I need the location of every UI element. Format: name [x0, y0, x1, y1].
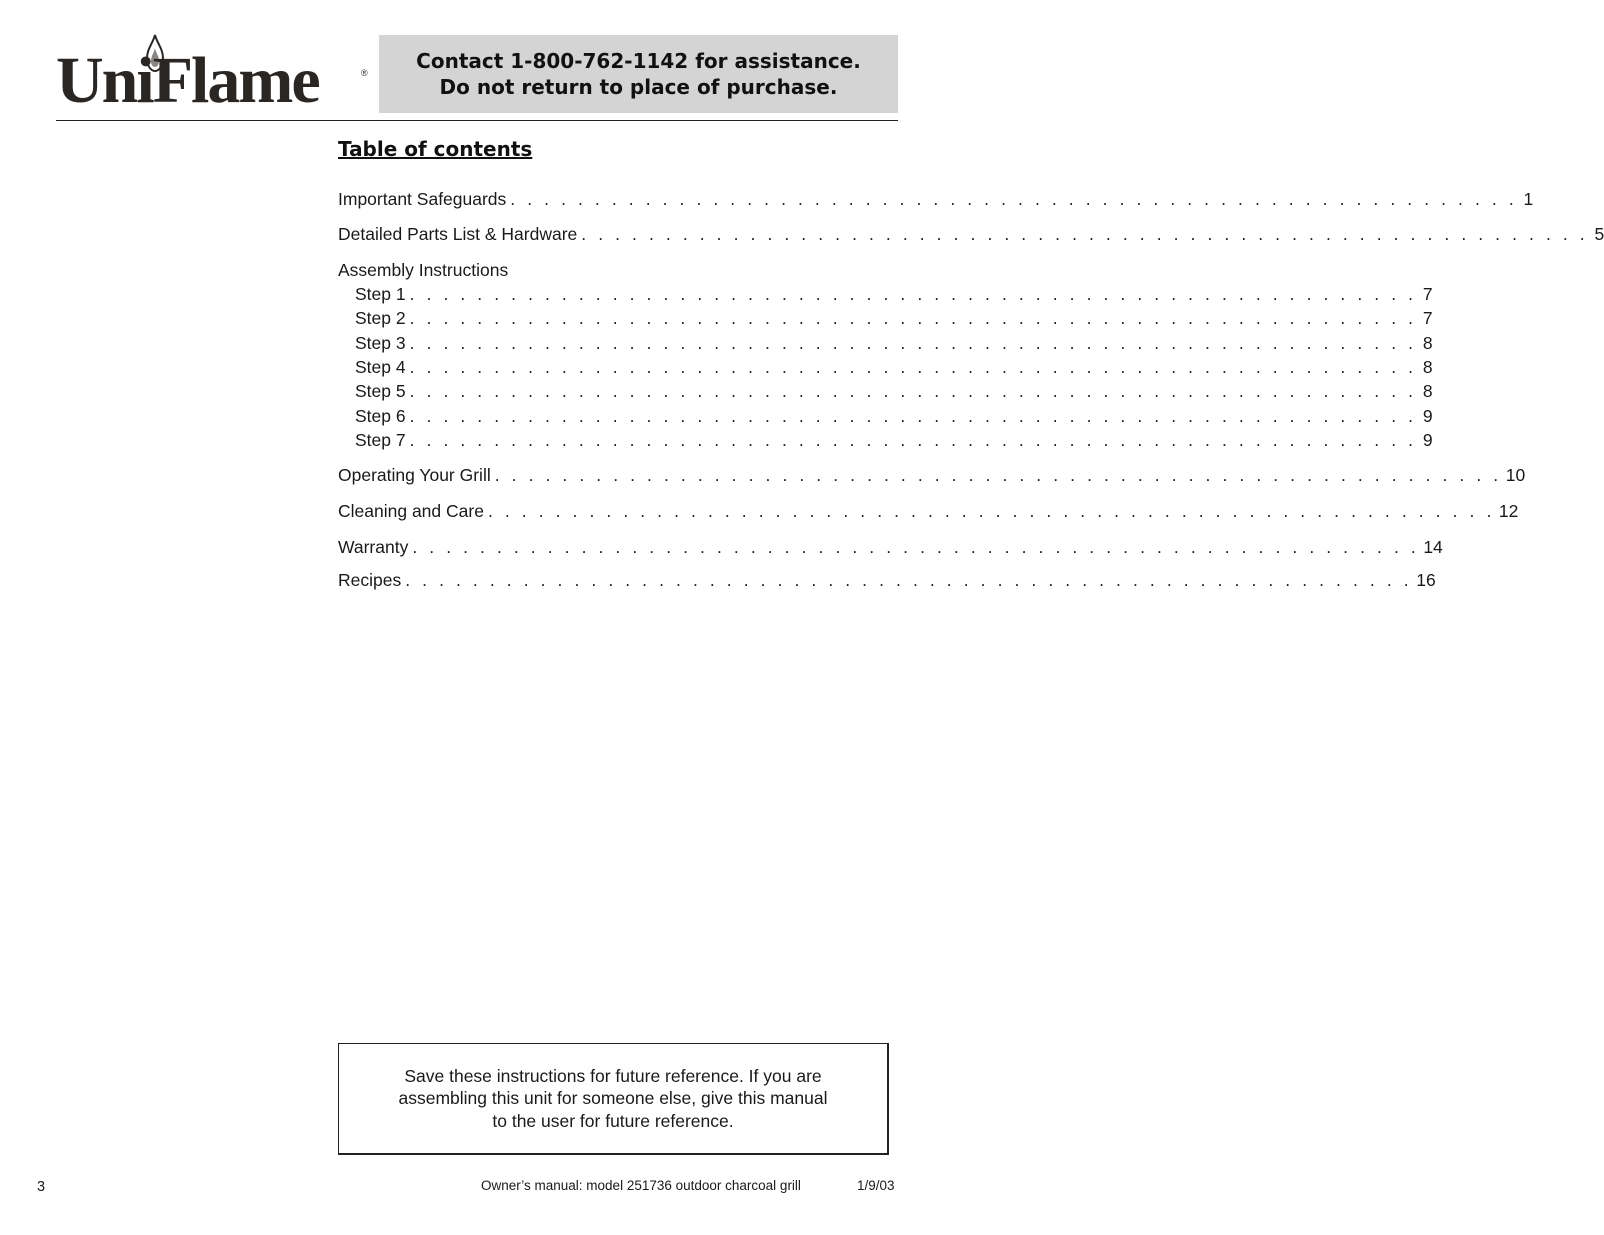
- toc-entry-label: Recipes: [338, 570, 402, 590]
- toc-entry-operating: [338, 464, 1526, 486]
- note-line: Save these instructions for future reference. If you are: [404, 1065, 822, 1086]
- toc-entry-label: Cleaning and Care: [338, 501, 484, 521]
- toc-entry-cleaning: [338, 500, 1519, 522]
- note-text: [373, 1065, 853, 1133]
- logo-wordmark: UniFlame: [56, 44, 319, 117]
- toc-entry-recipes: [338, 569, 1436, 591]
- toc-entry-page: 8: [1422, 357, 1433, 377]
- toc-entry-page: 5: [1594, 224, 1604, 244]
- header-divider: [56, 120, 898, 121]
- leader-dots: . . . . . . . . . . . . . . . . . . . . . . . . . . . . . . . . . . . . . . . . . . . . . . . . . . . . . . . . . . . .: [487, 501, 1495, 521]
- uniflame-logo: [56, 34, 368, 117]
- footer-date: 1/9/03: [857, 1178, 895, 1193]
- toc-entry-step-3: [355, 332, 1433, 354]
- footer-manual-title: Owner’s manual: model 251736 outdoor charcoal grill: [481, 1178, 801, 1193]
- contact-banner: [379, 35, 898, 113]
- toc-entry-label: Step 2: [355, 308, 406, 328]
- toc-entry-step-7: [355, 429, 1433, 451]
- contact-return-line: Do not return to place of purchase.: [439, 75, 838, 99]
- toc-entry-page: 12: [1498, 501, 1519, 521]
- toc-entry-page: 16: [1416, 570, 1436, 590]
- toc-entry-page: 9: [1422, 430, 1433, 450]
- leader-dots: . . . . . . . . . . . . . . . . . . . . . . . . . . . . . . . . . . . . . . . . . . . . . . . . . . . . . . . . . . . .: [409, 406, 1417, 426]
- page-number: 3: [37, 1179, 46, 1195]
- toc-entry-step-4: [355, 356, 1433, 378]
- toc-entry-page: 8: [1422, 381, 1433, 401]
- leader-dots: . . . . . . . . . . . . . . . . . . . . . . . . . . . . . . . . . . . . . . . . . . . . . . . . . . . . . . . . . . . .: [409, 308, 1417, 328]
- toc-entry-page: 7: [1422, 284, 1433, 304]
- toc-entry-step-5: [355, 380, 1433, 402]
- leader-dots: . . . . . . . . . . . . . . . . . . . . . . . . . . . . . . . . . . . . . . . . . . . . . . . . . . . . . . . . . . . .: [409, 333, 1417, 353]
- leader-dots: . . . . . . . . . . . . . . . . . . . . . . . . . . . . . . . . . . . . . . . . . . . . . . . . . . . . . . . . . . . .: [409, 357, 1417, 377]
- toc-entry-label: Important Safeguards: [338, 189, 507, 209]
- toc-entry-label: Step 3: [355, 333, 406, 353]
- toc-entry-page: 1: [1523, 189, 1534, 209]
- save-instructions-note: [338, 1043, 889, 1155]
- leader-dots: . . . . . . . . . . . . . . . . . . . . . . . . . . . . . . . . . . . . . . . . . . . . . . . . . . . . . . . . . . . .: [494, 465, 1502, 485]
- toc-entry-label: Warranty: [338, 537, 409, 557]
- note-line: to the user for future reference.: [492, 1110, 734, 1131]
- leader-dots: . . . . . . . . . . . . . . . . . . . . . . . . . . . . . . . . . . . . . . . . . . . . . . . . . . . . . . . . . . . .: [510, 189, 1518, 209]
- toc-entry-label: Step 6: [355, 406, 406, 426]
- toc-entry-step-2: [355, 307, 1433, 329]
- note-line: assembling this unit for someone else, give this manual: [398, 1088, 828, 1109]
- toc-entry-label: Step 5: [355, 381, 406, 401]
- toc-entry-label: Step 4: [355, 357, 406, 377]
- toc-entry-label: Detailed Parts List & Hardware: [338, 224, 578, 244]
- toc-entry-important-safeguards: [338, 188, 1534, 210]
- leader-dots: . . . . . . . . . . . . . . . . . . . . . . . . . . . . . . . . . . . . . . . . . . . . . . . . . . . . . . . . . . . .: [581, 224, 1589, 244]
- toc-entry-label: Step 1: [355, 284, 406, 304]
- toc-entry-page: 9: [1422, 406, 1433, 426]
- leader-dots: . . . . . . . . . . . . . . . . . . . . . . . . . . . . . . . . . . . . . . . . . . . . . . . . . . . . . . . . . . . .: [409, 430, 1417, 450]
- toc-entry-page: 10: [1505, 465, 1526, 485]
- toc-entry-page: 8: [1422, 333, 1433, 353]
- toc-entry-label: Step 7: [355, 430, 406, 450]
- registered-mark: ®: [361, 68, 368, 78]
- toc-entry-step-1: [355, 283, 1433, 305]
- toc-entry-label: Operating Your Grill: [338, 465, 491, 485]
- leader-dots: . . . . . . . . . . . . . . . . . . . . . . . . . . . . . . . . . . . . . . . . . . . . . . . . . . . . . . . . . . . .: [412, 537, 1420, 557]
- toc-entry-page: 7: [1422, 308, 1433, 328]
- leader-dots: . . . . . . . . . . . . . . . . . . . . . . . . . . . . . . . . . . . . . . . . . . . . . . . . . . . . . . . . . . . .: [405, 570, 1413, 590]
- toc-entry-page: 14: [1423, 537, 1443, 557]
- toc-entry-step-6: [355, 405, 1433, 427]
- leader-dots: . . . . . . . . . . . . . . . . . . . . . . . . . . . . . . . . . . . . . . . . . . . . . . . . . . . . . . . . . . . .: [409, 284, 1417, 304]
- contact-phone-line: Contact 1-800-762-1142 for assistance.: [416, 49, 861, 73]
- toc-title: Table of contents: [338, 137, 533, 161]
- leader-dots: . . . . . . . . . . . . . . . . . . . . . . . . . . . . . . . . . . . . . . . . . . . . . . . . . . . . . . . . . . . .: [409, 381, 1417, 401]
- toc-entry-warranty: [338, 536, 1443, 558]
- toc-entry-parts-list: [338, 223, 1604, 245]
- toc-heading-assembly: Assembly Instructions: [338, 260, 509, 280]
